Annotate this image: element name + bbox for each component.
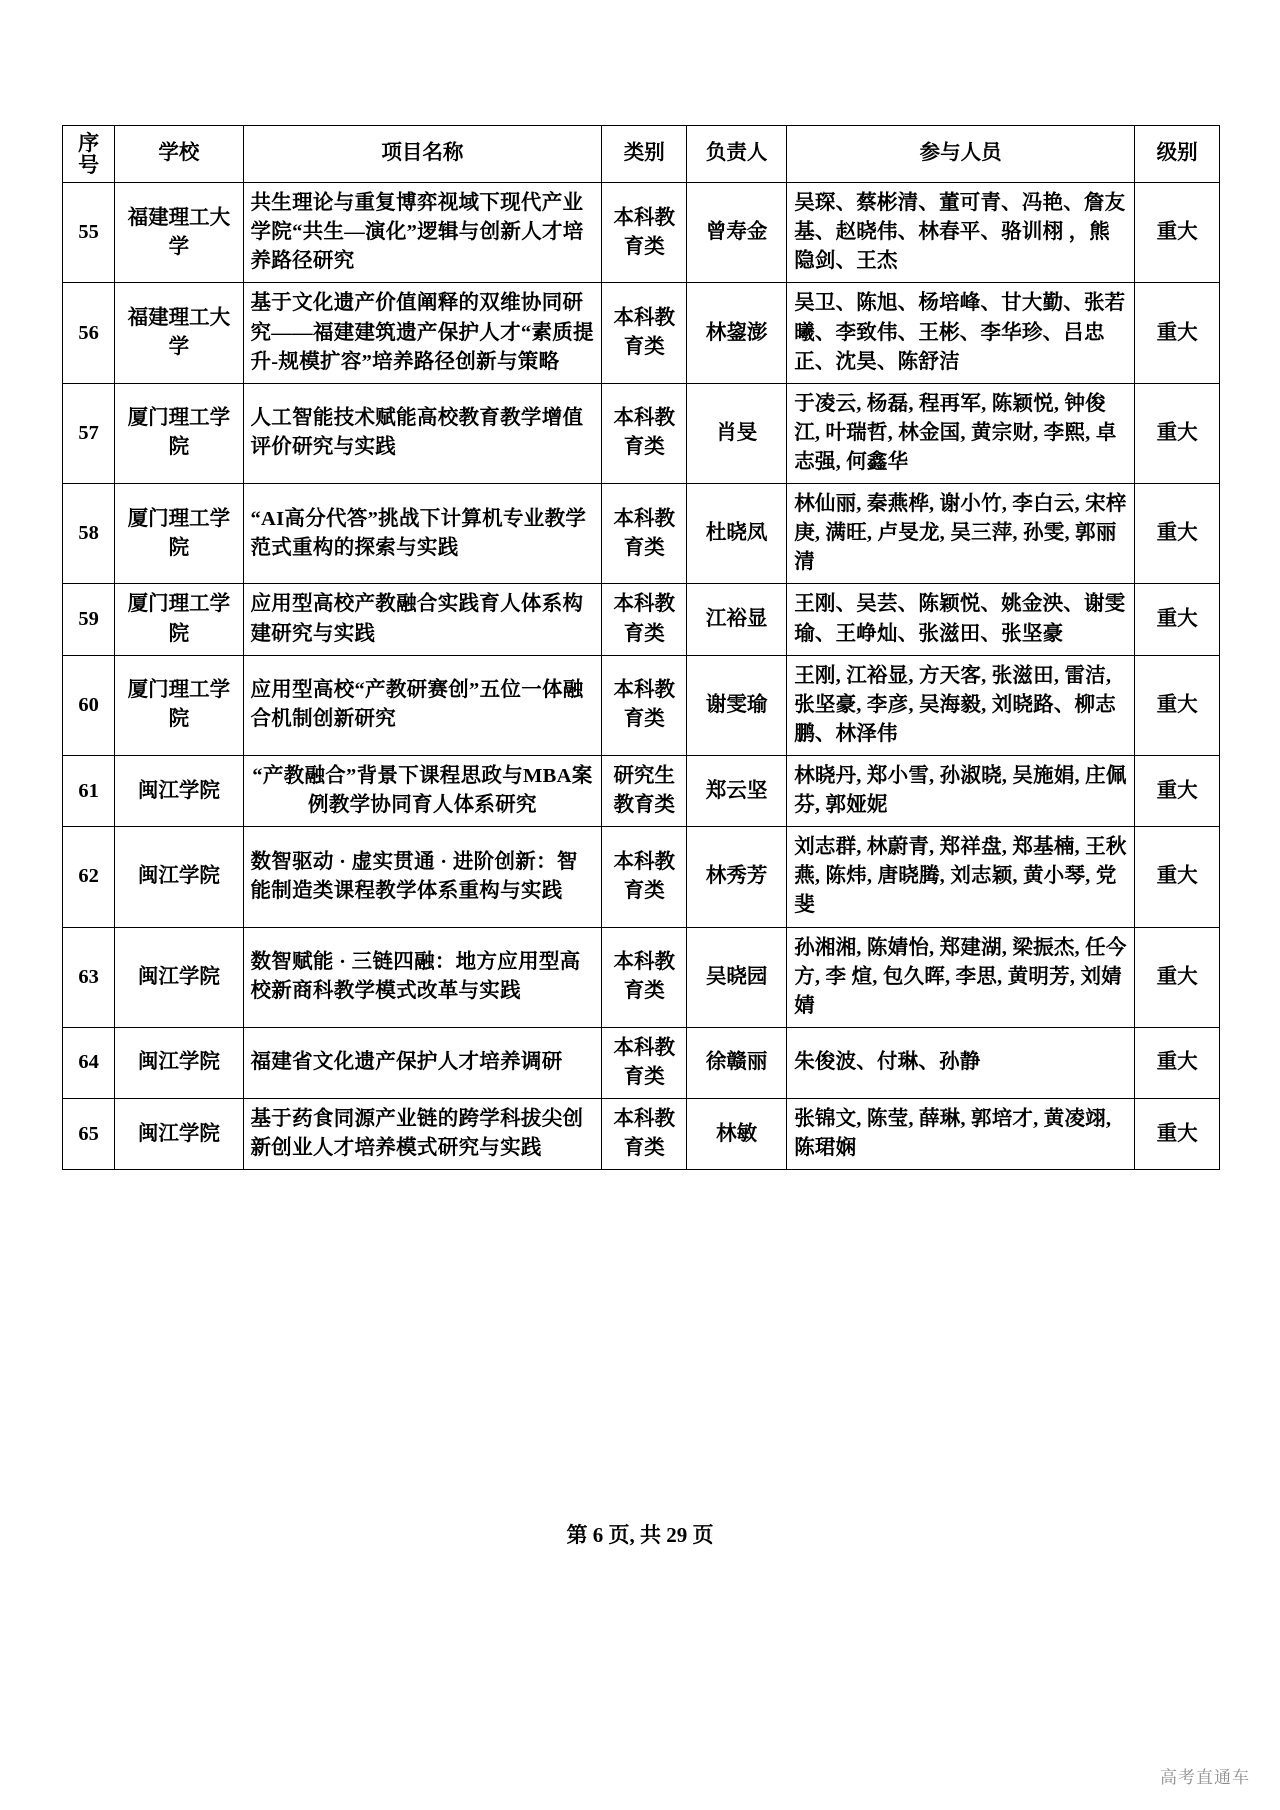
row-title: 福建省文化遗产保护人才培养调研 (243, 1027, 602, 1098)
row-level: 重大 (1135, 183, 1220, 283)
row-category: 本科教育类 (602, 584, 687, 655)
header-level: 级别 (1135, 126, 1220, 183)
row-index: 62 (63, 827, 115, 927)
row-leader: 郑云坚 (687, 755, 787, 826)
page-footer: 第 6 页, 共 29 页 (566, 1523, 714, 1547)
row-index: 58 (63, 484, 115, 584)
row-index: 60 (63, 655, 115, 755)
row-category: 研究生教育类 (602, 755, 687, 826)
row-category: 本科教育类 (602, 1099, 687, 1170)
row-leader: 林秀芳 (687, 827, 787, 927)
row-leader: 谢雯瑜 (687, 655, 787, 755)
row-level: 重大 (1135, 584, 1220, 655)
row-level: 重大 (1135, 1099, 1220, 1170)
table-row (63, 1027, 1220, 1098)
row-index: 64 (63, 1027, 115, 1098)
projects-table (62, 125, 1220, 1170)
header-index-line2: 号 (78, 153, 100, 178)
header-category: 类别 (602, 126, 687, 183)
row-index: 55 (63, 183, 115, 283)
row-school: 闽江学院 (115, 1027, 243, 1098)
row-school: 闽江学院 (115, 1099, 243, 1170)
table-header-row (63, 126, 1220, 183)
row-school: 闽江学院 (115, 755, 243, 826)
row-title: “产教融合”背景下课程思政与MBA案例教学协同育人体系研究 (243, 755, 602, 826)
row-members: 林仙丽, 秦燕桦, 谢小竹, 李白云, 宋梓庚, 满旺, 卢旻龙, 吴三萍, 孙雯, 郭丽清 (787, 484, 1135, 584)
table-row (63, 755, 1220, 826)
row-category: 本科教育类 (602, 927, 687, 1027)
row-category: 本科教育类 (602, 383, 687, 483)
row-leader: 杜晓凤 (687, 484, 787, 584)
row-school: 厦门理工学院 (115, 484, 243, 584)
row-school: 福建理工大学 (115, 283, 243, 383)
row-leader: 林鋆澎 (687, 283, 787, 383)
table-row (63, 183, 1220, 283)
table-row (63, 283, 1220, 383)
table-row (63, 383, 1220, 483)
table-body (63, 183, 1220, 1170)
row-school: 闽江学院 (115, 927, 243, 1027)
row-school: 厦门理工学院 (115, 383, 243, 483)
row-category: 本科教育类 (602, 183, 687, 283)
watermark: 高考直通车 (1160, 1768, 1250, 1787)
row-level: 重大 (1135, 755, 1220, 826)
row-title: 基于药食同源产业链的跨学科拔尖创新创业人才培养模式研究与实践 (243, 1099, 602, 1170)
row-title: 应用型高校“产教研赛创”五位一体融合机制创新研究 (243, 655, 602, 755)
row-members: 林晓丹, 郑小雪, 孙淑晓, 吴施娟, 庄佩芬, 郭娅妮 (787, 755, 1135, 826)
row-school: 厦门理工学院 (115, 584, 243, 655)
row-title: 应用型高校产教融合实践育人体系构建研究与实践 (243, 584, 602, 655)
row-members: 王刚、吴芸、陈颖悦、姚金泱、谢雯瑜、王峥灿、张滋田、张坚豪 (787, 584, 1135, 655)
row-title: 共生理论与重复博弈视域下现代产业学院“共生—演化”逻辑与创新人才培养路径研究 (243, 183, 602, 283)
row-category: 本科教育类 (602, 283, 687, 383)
row-level: 重大 (1135, 927, 1220, 1027)
row-title: 数智驱动 · 虚实贯通 · 进阶创新：智能制造类课程教学体系重构与实践 (243, 827, 602, 927)
row-leader: 曾寿金 (687, 183, 787, 283)
header-index-line1: 序 (78, 131, 100, 155)
table-row (63, 827, 1220, 927)
table-row (63, 927, 1220, 1027)
row-leader: 江裕显 (687, 584, 787, 655)
row-index: 57 (63, 383, 115, 483)
header-title: 项目名称 (243, 126, 602, 183)
row-index: 63 (63, 927, 115, 1027)
row-level: 重大 (1135, 655, 1220, 755)
row-school: 福建理工大学 (115, 183, 243, 283)
row-members: 吴琛、蔡彬清、董可青、冯艳、詹友基、赵晓伟、林春平、骆训栩 ，熊隐剑、王杰 (787, 183, 1135, 283)
row-members: 王刚, 江裕显, 方天客, 张滋田, 雷洁, 张坚豪, 李彦, 吴海毅, 刘晓路、柳志鹏、林泽伟 (787, 655, 1135, 755)
table-row (63, 1099, 1220, 1170)
row-category: 本科教育类 (602, 827, 687, 927)
row-index: 59 (63, 584, 115, 655)
row-members: 朱俊波、付琳、孙静 (787, 1027, 1135, 1098)
table-row (63, 484, 1220, 584)
header-index (63, 126, 115, 183)
row-title: 人工智能技术赋能高校教育教学增值评价研究与实践 (243, 383, 602, 483)
row-school: 闽江学院 (115, 827, 243, 927)
row-leader: 徐赣丽 (687, 1027, 787, 1098)
row-members: 于凌云, 杨磊, 程再军, 陈颖悦, 钟俊江, 叶瑞哲, 林金国, 黄宗财, 李熙, 卓志强, 何鑫华 (787, 383, 1135, 483)
table-row (63, 584, 1220, 655)
row-index: 56 (63, 283, 115, 383)
row-category: 本科教育类 (602, 655, 687, 755)
row-members: 吴卫、陈旭、杨培峰、甘大勤、张若曦、李致伟、王彬、李华珍、吕忠正、沈昊、陈舒洁 (787, 283, 1135, 383)
row-category: 本科教育类 (602, 484, 687, 584)
row-level: 重大 (1135, 827, 1220, 927)
row-level: 重大 (1135, 383, 1220, 483)
row-leader: 肖旻 (687, 383, 787, 483)
header-school: 学校 (115, 126, 243, 183)
row-leader: 吴晓园 (687, 927, 787, 1027)
header-leader: 负责人 (687, 126, 787, 183)
row-title: 数智赋能 · 三链四融：地方应用型高校新商科教学模式改革与实践 (243, 927, 602, 1027)
row-index: 65 (63, 1099, 115, 1170)
row-level: 重大 (1135, 283, 1220, 383)
row-title: “AI高分代答”挑战下计算机专业教学范式重构的探索与实践 (243, 484, 602, 584)
row-leader: 林敏 (687, 1099, 787, 1170)
row-members: 张锦文, 陈莹, 薛琳, 郭培才, 黄凌翊, 陈珺娴 (787, 1099, 1135, 1170)
header-members: 参与人员 (787, 126, 1135, 183)
table-row (63, 655, 1220, 755)
row-school: 厦门理工学院 (115, 655, 243, 755)
row-index: 61 (63, 755, 115, 826)
row-title: 基于文化遗产价值阐释的双维协同研究——福建建筑遗产保护人才“素质提升-规模扩容”培养路径创新与策略 (243, 283, 602, 383)
row-members: 孙湘湘, 陈婧怡, 郑建湖, 梁振杰, 任今方, 李 煊, 包久晖, 李思, 黄明芳, 刘婧婧 (787, 927, 1135, 1027)
row-category: 本科教育类 (602, 1027, 687, 1098)
row-level: 重大 (1135, 1027, 1220, 1098)
row-members: 刘志群, 林蔚青, 郑祥盘, 郑基楠, 王秋燕, 陈炜, 唐晓腾, 刘志颖, 黄小琴, 党斐 (787, 827, 1135, 927)
row-level: 重大 (1135, 484, 1220, 584)
